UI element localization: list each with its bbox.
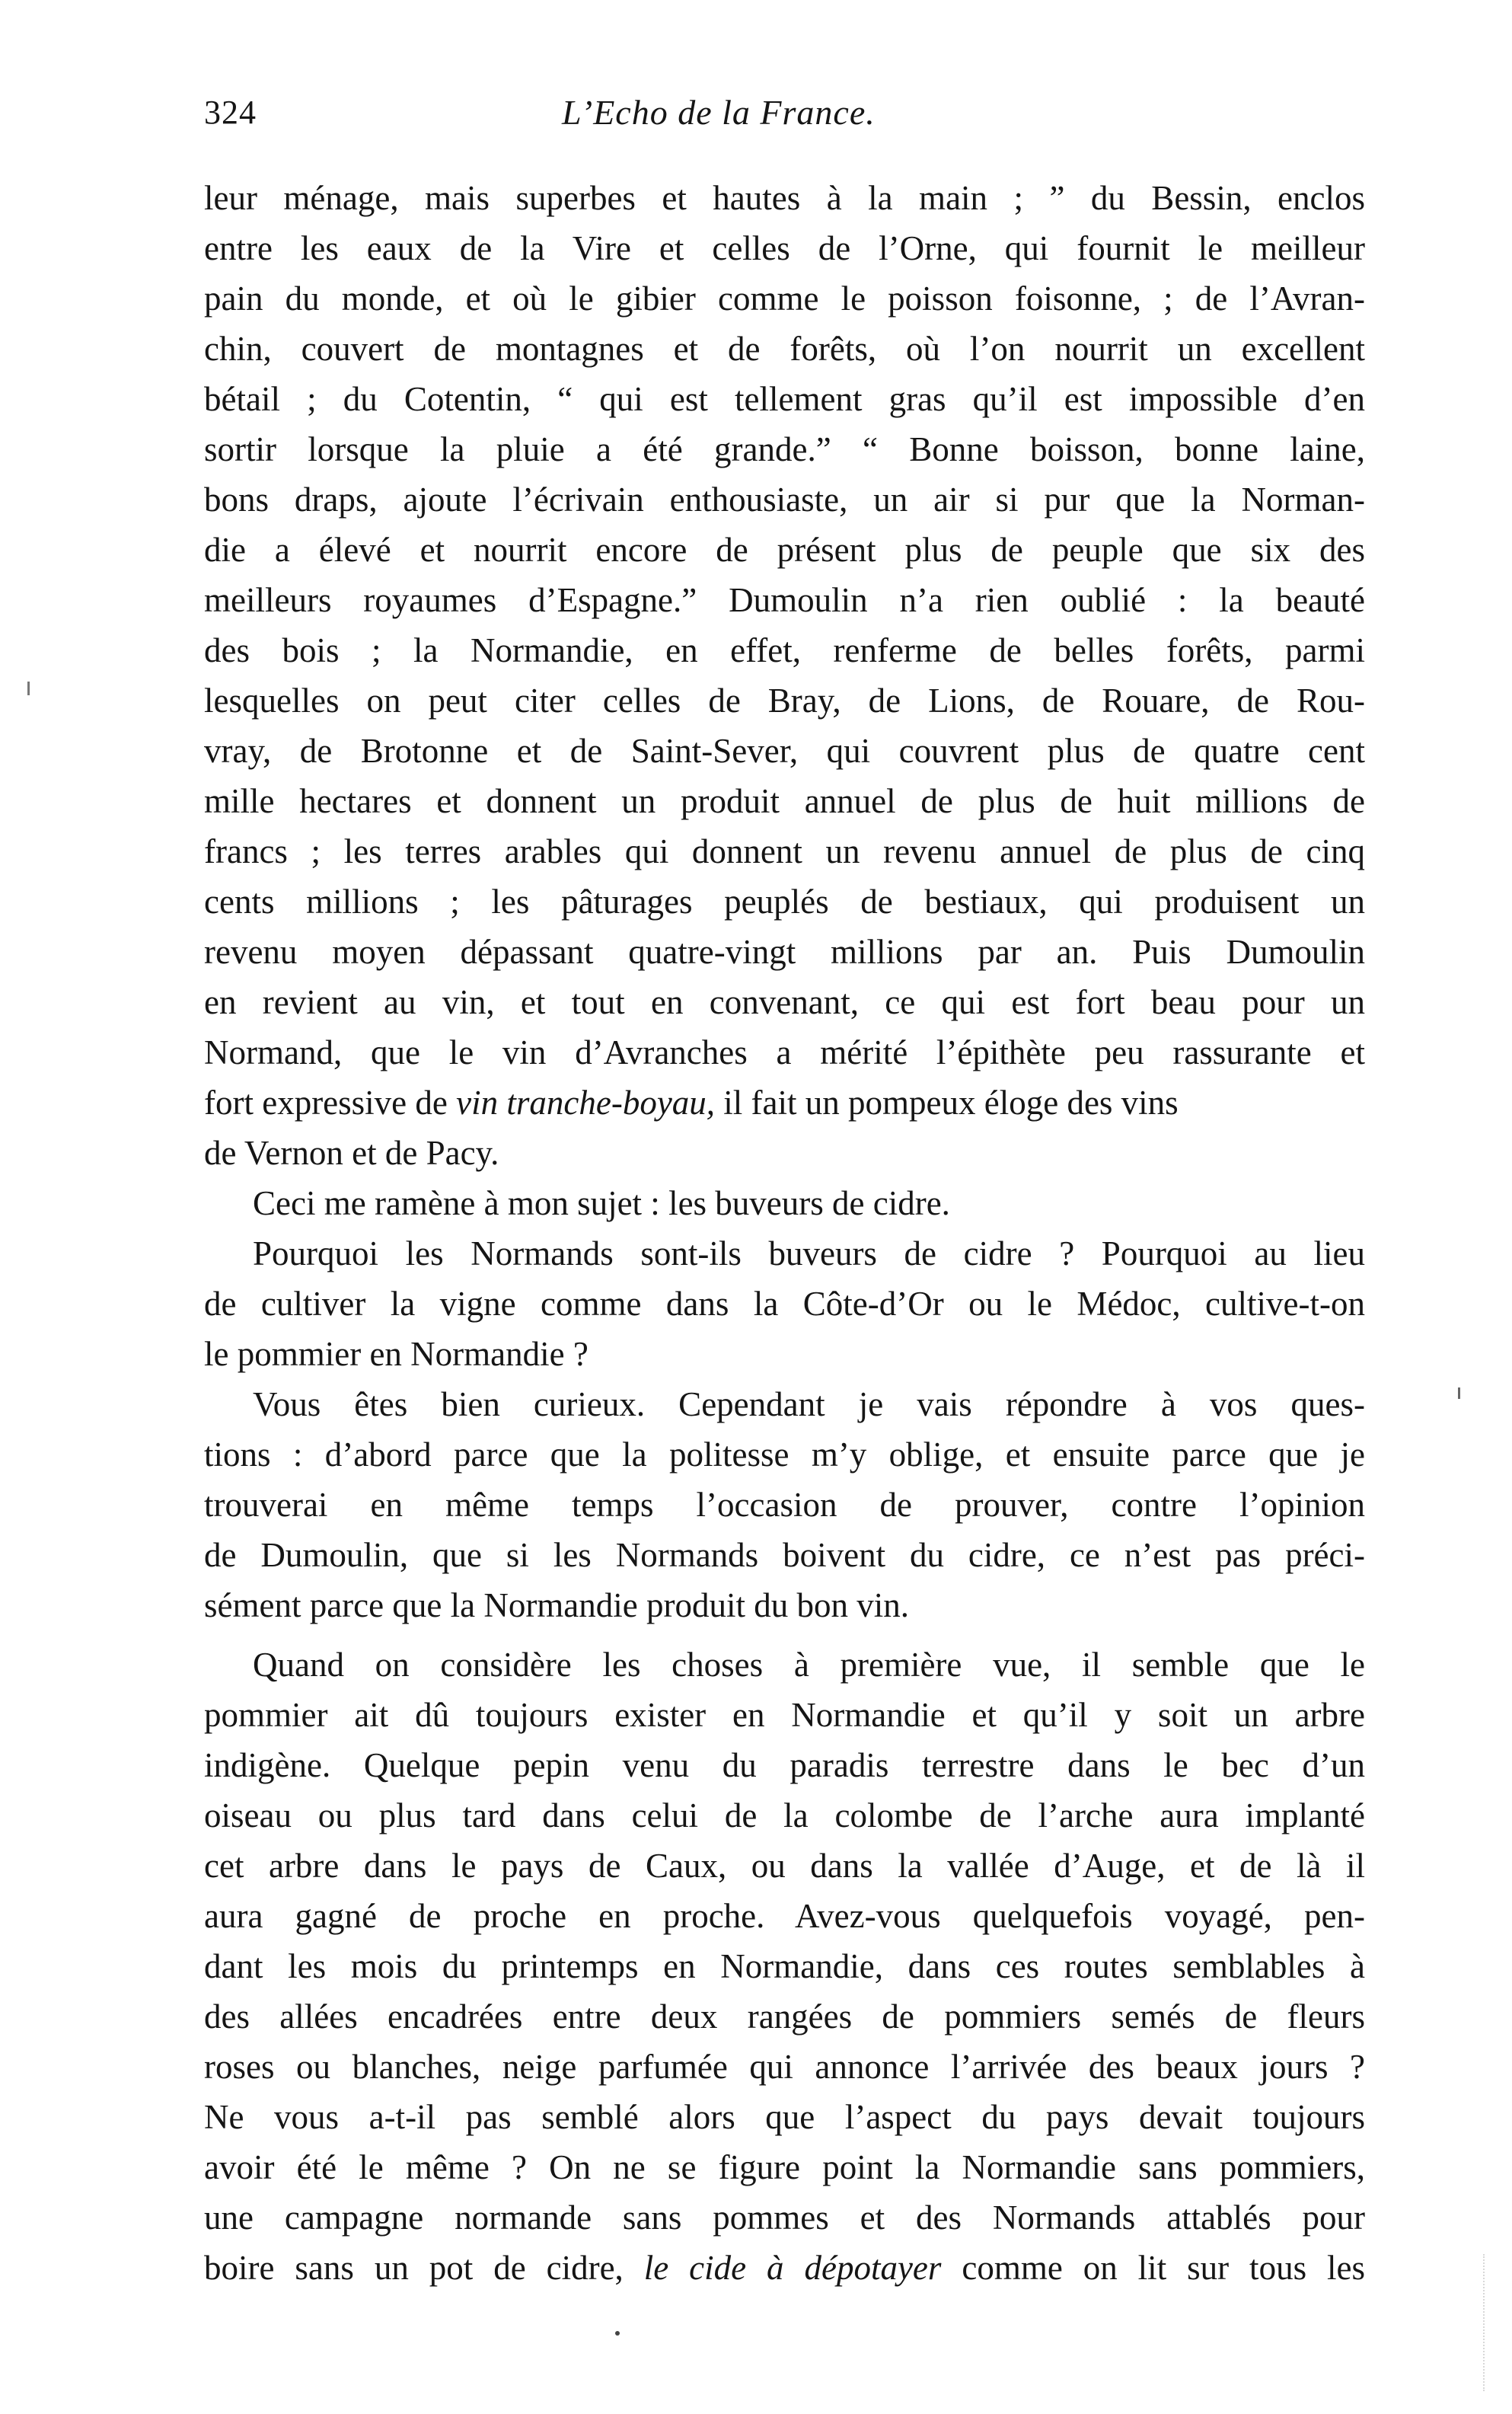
text-line: bétail ; du Cotentin, “ qui est tellement gras qu’il est impossible d’en [204, 380, 1365, 418]
italic-phrase: vin tranche-boyau, [456, 1084, 716, 1122]
running-title: L’Echo de la France. [562, 93, 876, 132]
text-line: vray, de Brotonne et de Saint-Sever, qui couvrent plus de quatre cent [204, 732, 1365, 770]
text-line: Ne vous a-t-il pas semblé alors que l’aspect du pays devait toujours [204, 2098, 1365, 2136]
page-number: 324 [204, 94, 257, 131]
text-line: le pommier en Normandie ? [204, 1335, 589, 1373]
paragraph-start: Ceci me ramène à mon sujet : les buveurs de cidre. [253, 1184, 950, 1222]
text-line: sortir lorsque la pluie a été grande.” “ Bonne boisson, bonne laine, [204, 430, 1365, 468]
text-line: en revient au vin, et tout en convenant, ce qui est fort beau pour un [204, 983, 1365, 1021]
text-line: lesquelles on peut citer celles de Bray, de Lions, de Rouare, de Rou- [204, 682, 1365, 720]
text-run: comme on lit sur tous les [962, 2249, 1366, 2287]
text-line: Normand, que le vin d’Avranches a mérité l’épithète peu rassurante et [204, 1033, 1365, 1071]
text-line: pommier ait dû toujours exister en Normandie et qu’il y soit un arbre [204, 1696, 1365, 1734]
text-line: aura gagné de proche en proche. Avez-vous quelquefois voyagé, pen- [204, 1897, 1365, 1935]
text-line: une campagne normande sans pommes et des Normands attablés pour [204, 2198, 1365, 2237]
text-line: entre les eaux de la Vire et celles de l’Orne, qui fournit le meilleur [204, 229, 1365, 267]
text-line-with-italic [204, 2243, 1365, 2293]
page-header [204, 90, 1365, 151]
text-line: leur ménage, mais superbes et hautes à la main ; ” du Bessin, enclos [204, 179, 1365, 217]
text-line: de Dumoulin, que si les Normands boivent du cidre, ce n’est pas préci- [204, 1536, 1365, 1574]
text-run: boire sans un pot de cidre, [204, 2249, 624, 2287]
text-line: dant les mois du printemps en Normandie, dans ces routes semblables à [204, 1947, 1365, 1985]
text-line: roses ou blanches, neige parfumée qui annonce l’arrivée des beaux jours ? [204, 2048, 1365, 2086]
scan-artifact [615, 2331, 620, 2336]
text-line: pain du monde, et où le gibier comme le poisson foisonne, ; de l’Avran- [204, 279, 1365, 318]
text-line: tions : d’abord parce que la politesse m’y oblige, et ensuite parce que je [204, 1435, 1365, 1474]
text-run: fort expressive de [204, 1084, 448, 1122]
text-line: chin, couvert de montagnes et de forêts, où l’on nourrit un excellent [204, 330, 1365, 368]
scan-artifact [1458, 1387, 1460, 1399]
text-line: meilleurs royaumes d’Espagne.” Dumoulin n’a rien oublié : la beauté [204, 581, 1365, 619]
italic-phrase: le cide à dépotayer [643, 2249, 942, 2287]
text-line: des bois ; la Normandie, en effet, renferme de belles forêts, parmi [204, 631, 1365, 669]
text-line: sément parce que la Normandie produit du bon vin. [204, 1586, 909, 1624]
paragraph-start: Pourquoi les Normands sont-ils buveurs de cidre ? Pourquoi au lieu [253, 1234, 1365, 1272]
text-line: de Vernon et de Pacy. [204, 1134, 499, 1172]
text-line: des allées encadrées entre deux rangées de pommiers semés de fleurs [204, 1997, 1365, 2036]
text-line: oiseau ou plus tard dans celui de la colombe de l’arche aura implanté [204, 1796, 1365, 1834]
text-line: mille hectares et donnent un produit annuel de plus de huit millions de [204, 782, 1365, 820]
text-line: cet arbre dans le pays de Caux, ou dans la vallée d’Auge, et de là il [204, 1847, 1365, 1885]
text-line: revenu moyen dépassant quatre-vingt millions par an. Puis Dumoulin [204, 933, 1365, 971]
text-line: indigène. Quelque pepin venu du paradis terrestre dans le bec d’un [204, 1746, 1365, 1784]
paragraph-start: Vous êtes bien curieux. Cependant je vais répondre à vos ques- [253, 1385, 1365, 1423]
scan-artifact [27, 682, 30, 695]
paragraph-start: Quand on considère les choses à première vue, il semble que le [253, 1646, 1365, 1684]
scan-edge-artifact [1483, 2254, 1503, 2391]
text-run: il fait un pompeux éloge des vins [723, 1084, 1179, 1122]
text-line: die a élevé et nourrit encore de présent plus de peuple que six des [204, 531, 1365, 569]
text-line: trouverai en même temps l’occasion de prouver, contre l’opinion [204, 1486, 1365, 1524]
text-line: bons draps, ajoute l’écrivain enthousiaste, un air si pur que la Norman- [204, 481, 1365, 519]
text-line: de cultiver la vigne comme dans la Côte-d’Or ou le Médoc, cultive-t-on [204, 1285, 1365, 1323]
text-line-with-italic [204, 1078, 1365, 1128]
text-line: avoir été le même ? On ne se figure point la Normandie sans pommiers, [204, 2148, 1365, 2186]
text-line: cents millions ; les pâturages peuplés de bestiaux, qui produisent un [204, 883, 1365, 921]
text-line: francs ; les terres arables qui donnent un revenu annuel de plus de cinq [204, 832, 1365, 870]
